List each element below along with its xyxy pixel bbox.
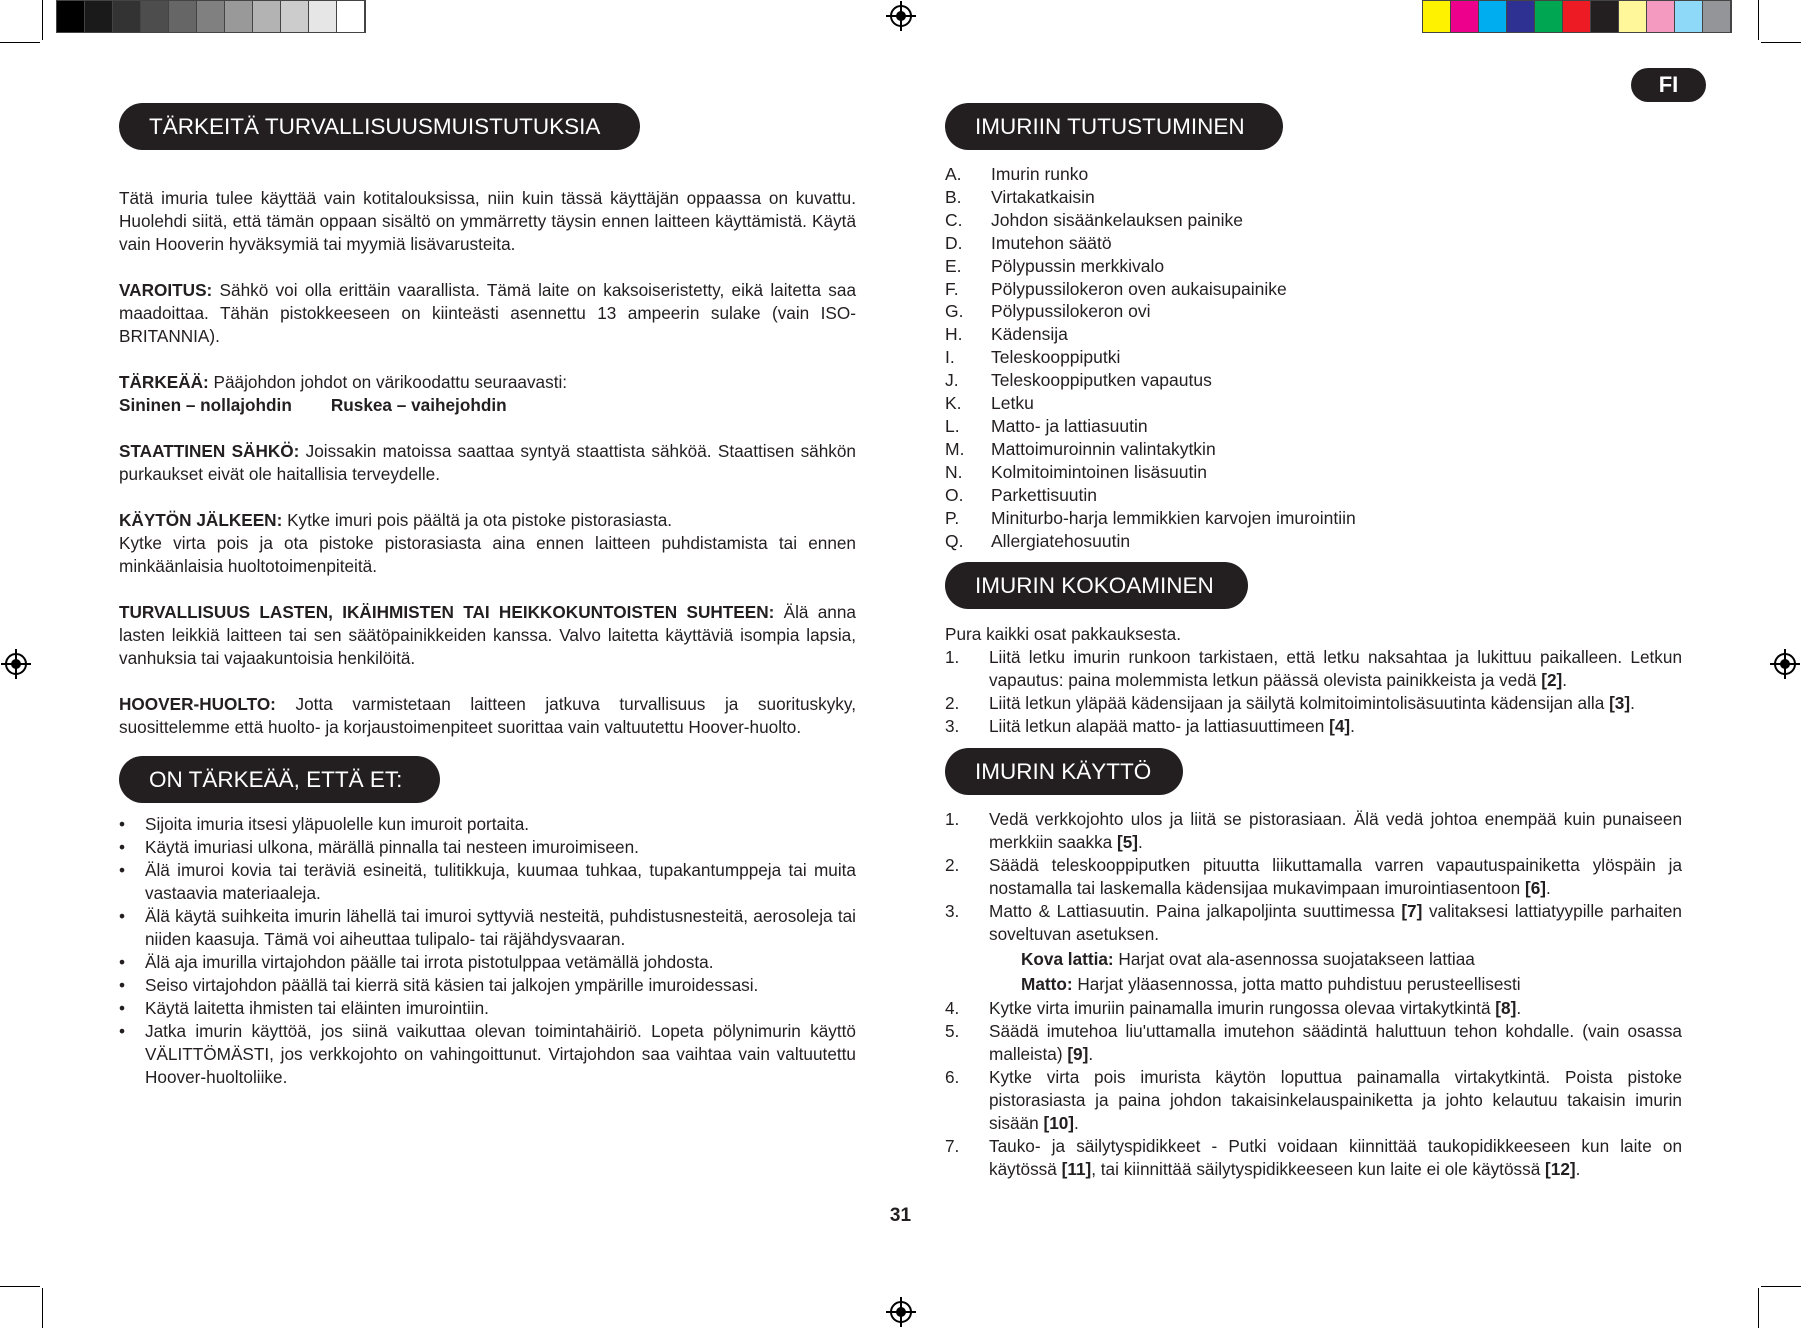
registration-mark-icon: [890, 5, 912, 27]
part-letter: N.: [945, 461, 963, 482]
color-swatch: [1675, 1, 1703, 32]
list-item: • Sijoita imuria itsesi yläpuolelle kun imuroit portaita.: [119, 813, 856, 836]
part-item: [945, 438, 1356, 461]
color-swatch: [309, 1, 337, 32]
usage-list: [945, 808, 1682, 945]
carpet-note: Matto: Harjat yläasennossa, jotta matto puhdistuu perusteellisesti: [1021, 974, 1521, 995]
part-item: [945, 232, 1356, 255]
color-swatch: [1619, 1, 1647, 32]
assembly-list: [945, 646, 1682, 738]
part-name: Teleskooppiputki: [991, 347, 1121, 368]
part-item: [945, 507, 1356, 530]
color-swatch: [85, 1, 113, 32]
part-item: [945, 163, 1356, 186]
step-item: [945, 715, 1682, 738]
step-number: 5.: [945, 1021, 960, 1042]
part-item: [945, 415, 1356, 438]
part-name: Parkettisuutin: [991, 484, 1098, 505]
color-swatch: [1479, 1, 1507, 32]
part-item: [945, 186, 1356, 209]
usage-step: 7. Tauko- ja säilytyspidikkeet - Putki voidaan kiinnittää taukopidikkeeseen kun laite on käytössä [11], tai kiinnittää säilytyspidikkeeseen kun laite ei ole käytössä [12].: [945, 1135, 1682, 1179]
step-text: Liitä letku imurin runkoon tarkistaen, että letku naksahtaa ja lukittuu paikalleen. Letkun vapautus: paina molemmista letkun päässä olevista painikkeista ja vedä [2].: [989, 646, 1682, 690]
step-number: 3.: [945, 900, 960, 921]
color-swatch: [281, 1, 309, 32]
crop-mark: [0, 1286, 40, 1287]
part-name: Letku: [991, 393, 1034, 414]
step-number: 2.: [945, 854, 960, 875]
static-paragraph: STAATTINEN SÄHKÖ: Joissakin matoissa saattaa syntyä staattista sähköä. Staattisen sähkön purkaukset eivät ole haitallisia terveydelle.: [119, 441, 856, 484]
step-number: 1.: [945, 809, 960, 829]
part-letter: A.: [945, 164, 962, 184]
do-not-heading: ON TÄRKEÄÄ, ETTÄ ET:: [119, 756, 440, 803]
part-letter: Q.: [945, 530, 964, 551]
safety-section: [119, 187, 856, 739]
step-text: Säädä imutehoa liu'uttamalla imutehon säädintä haluttuun tehon kohdalle. (vain osassa malleista) [9].: [989, 1021, 1682, 1065]
hard-floor-note: Kova lattia: Harjat ovat ala-asennossa suojatakseen lattiaa: [1021, 949, 1475, 970]
step-item: [945, 808, 1682, 854]
part-name: Johdon sisäänkelauksen painike: [991, 209, 1243, 230]
part-name: Imurin runko: [991, 164, 1089, 184]
step-item: [945, 1066, 1682, 1135]
registration-mark-icon: [890, 1301, 912, 1323]
step-number: 3.: [945, 715, 960, 736]
part-letter: L.: [945, 415, 960, 436]
language-badge: FI: [1631, 68, 1706, 102]
color-swatch: [1507, 1, 1535, 32]
list-item: • Käytä laitetta ihmisten tai eläinten imurointiin.: [119, 997, 856, 1020]
color-swatch: [1591, 1, 1619, 32]
wire-colors: Sininen – nollajohdin Ruskea – vaihejohdin: [119, 395, 507, 415]
part-item: [945, 346, 1356, 369]
after-use-paragraph: KÄYTÖN JÄLKEEN: Kytke imuri pois päältä ja ota pistoke pistorasiasta.: [119, 510, 673, 530]
page-number: 31: [889, 1205, 912, 1226]
part-item: [945, 300, 1356, 323]
registration-mark-icon: [5, 653, 27, 675]
color-swatch: [197, 1, 225, 32]
crop-mark: [42, 1288, 43, 1328]
service-paragraph: HOOVER-HUOLTO: Jotta varmistetaan laitteen jatkuva turvallisuus ja suorituskyky, suosittelemme että huolto- ja korjaustoimenpiteet suorittaa vain valtuutettu Hoover-huolto.: [119, 694, 856, 737]
part-name: Pölypussin merkkivalo: [991, 255, 1165, 276]
part-item: [945, 461, 1356, 484]
intro-paragraph: Tätä imuria tulee käyttää vain kotitalouksissa, niin kuin tässä käyttäjän oppaassa on kuvattu. Huolehdi siitä, että tämän oppaan sisältö on ymmärretty täysin ennen laitteen käyttämistä. Käytä vain Hooverin hyväksymiä tai myymiä lisävarusteita.: [119, 188, 856, 254]
usage-list-2: [945, 997, 1682, 1134]
assembly-intro: Pura kaikki osat pakkauksesta.: [945, 624, 1181, 644]
part-letter: P.: [945, 507, 960, 528]
part-item: [945, 278, 1356, 301]
part-letter: M.: [945, 438, 965, 459]
step-item: [945, 646, 1682, 692]
important-paragraph: TÄRKEÄÄ: Pääjohdon johdot on värikoodattu seuraavasti:: [119, 372, 568, 392]
color-swatch: [1647, 1, 1675, 32]
color-swatch: [1563, 1, 1591, 32]
crop-mark: [1761, 1286, 1801, 1287]
part-name: Allergiatehosuutin: [991, 530, 1131, 551]
do-not-list: [119, 813, 856, 1089]
list-item: • Älä käytä suihkeita imurin lähellä tai imuroi syttyviä nesteitä, puhdistusnesteitä, aerosoleja tai niiden kaasuja. Tämä voi aiheuttaa tulipalo- tai räjähdysvaaran.: [119, 905, 856, 951]
color-swatch: [225, 1, 253, 32]
part-item: [945, 484, 1356, 507]
part-item: [945, 392, 1356, 415]
part-name: Miniturbo-harja lemmikkien karvojen imurointiin: [991, 507, 1356, 528]
crop-mark: [42, 0, 43, 40]
color-swatch: [113, 1, 141, 32]
part-letter: I.: [945, 347, 955, 368]
crop-mark: [1761, 42, 1801, 43]
list-item: • Älä imuroi kovia tai teräviä esineitä, tulitikkuja, kuumaa tuhkaa, tupakantumppeja tai muita vastaavia materiaaleja.: [119, 859, 856, 905]
step-text: Vedä verkkojohto ulos ja liitä se pistorasiaan. Älä vedä johtoa enempää kuin punaiseen merkkiin saakka [5].: [989, 809, 1682, 852]
part-name: Teleskooppiputken vapautus: [991, 370, 1212, 391]
step-number: 4.: [945, 998, 960, 1019]
step-text: Liitä letkun yläpää kädensijaan ja säilytä kolmitoimintolisäsuutinta kädensijan alla [3].: [989, 692, 1635, 713]
step-text: Matto & Lattiasuutin. Paina jalkapoljinta suuttimessa [7] valitaksesi lattiatyypille parhaiten soveltuvan asetuksen.: [989, 900, 1682, 944]
step-number: 6.: [945, 1067, 960, 1088]
part-letter: J.: [945, 370, 959, 391]
part-letter: H.: [945, 324, 963, 345]
part-letter: G.: [945, 301, 964, 322]
part-name: Mattoimuroinnin valintakytkin: [991, 438, 1216, 459]
part-name: Kädensija: [991, 324, 1068, 345]
part-item: [945, 369, 1356, 392]
color-swatch: [169, 1, 197, 32]
part-letter: K.: [945, 393, 962, 414]
safety-heading: TÄRKEITÄ TURVALLISUUSMUISTUTUKSIA: [119, 103, 640, 150]
assembly-section: [945, 623, 1682, 738]
step-number: 1.: [945, 646, 960, 667]
color-swatch: [1535, 1, 1563, 32]
list-item: • Käytä imuriasi ulkona, märällä pinnalla tai nesteen imuroimiseen.: [119, 836, 856, 859]
part-name: Pölypussilokeron oven aukaisupainike: [991, 278, 1287, 299]
part-name: Virtakatkaisin: [991, 186, 1095, 207]
part-name: Matto- ja lattiasuutin: [991, 415, 1148, 436]
part-item: [945, 323, 1356, 346]
grayscale-color-bar: [56, 0, 366, 33]
color-swatch: [1451, 1, 1479, 32]
registration-mark-icon: [1774, 653, 1796, 675]
usage-section: [945, 808, 1682, 1181]
step-text: Kytke virta imuriin painamalla imurin rungossa olevaa virtakytkintä [8].: [989, 998, 1522, 1019]
part-name: Kolmitoimintoinen lisäsuutin: [991, 461, 1207, 482]
parts-heading: IMURIIN TUTUSTUMINEN: [945, 103, 1283, 150]
step-item: [945, 1020, 1682, 1066]
step-item: [945, 900, 1682, 946]
color-swatch: [337, 1, 365, 32]
list-item: • Älä aja imurilla virtajohdon päälle tai irrota pistotulppaa vetämällä johdosta.: [119, 951, 856, 974]
list-item: • Jatka imurin käyttöä, jos siinä vaikuttaa olevan toimintahäiriö. Lopeta pölynimurin käyttö VÄLITTÖMÄSTI, jos verkkojohto on vahingoittunut. Virtajohdon saa vaihtaa vain valtuutettu Hoover-huoltoliike.: [119, 1020, 856, 1089]
warning-paragraph: VAROITUS: Sähkö voi olla erittäin vaarallista. Tämä laite on kaksoiseristetty, eikä laitetta saa maadoittaa. Tähän pistokkeeseen on kiinteästi asennettu 13 ampeerin sulake (vain ISO-BRITANNIA).: [119, 280, 856, 346]
step-item: [945, 692, 1682, 715]
color-swatch: [141, 1, 169, 32]
list-item: • Seiso virtajohdon päällä tai kierrä sitä käsien tai jalkojen ympärille imuroidessasi.: [119, 974, 856, 997]
part-letter: D.: [945, 232, 963, 253]
color-swatch: [1423, 1, 1451, 32]
children-paragraph: TURVALLISUUS LASTEN, IKÄIHMISTEN TAI HEIKKOKUNTOISTEN SUHTEEN: Älä anna lasten leikkiä laitteen tai sen säätöpainikkeiden kanssa. Valvo laitetta käyttäviä isompia lapsia, vanhuksia tai vajaakuntoisia henkilöitä.: [119, 602, 856, 668]
crop-mark: [1758, 1288, 1759, 1328]
step-text: Liitä letkun alapää matto- ja lattiasuuttimeen [4].: [989, 715, 1355, 736]
color-swatch: [253, 1, 281, 32]
step-item: [945, 854, 1682, 900]
part-letter: E.: [945, 255, 962, 276]
after-use-paragraph-2: Kytke virta pois ja ota pistoke pistorasiasta aina ennen laitteen puhdistamista tai ennen minkäänlaisia huoltotoimenpiteitä.: [119, 533, 856, 576]
do-not-section: [119, 813, 856, 1089]
part-item: [945, 209, 1356, 232]
part-letter: F.: [945, 278, 959, 299]
part-letter: C.: [945, 209, 963, 230]
step-item: [945, 997, 1682, 1020]
part-item: [945, 255, 1356, 278]
part-letter: B.: [945, 186, 962, 207]
crop-mark: [1758, 0, 1759, 40]
color-swatch: [1703, 1, 1731, 32]
part-item: [945, 530, 1356, 553]
usage-heading: IMURIN KÄYTTÖ: [945, 748, 1183, 795]
part-name: Imutehon säätö: [991, 232, 1112, 253]
part-letter: O.: [945, 484, 964, 505]
step-text: Säädä teleskooppiputken pituutta liikuttamalla varren vapautuspainiketta ylöspäin ja nostamalla tai laskemalla kädensijaa mukavimpaan imurointiasentoon [6].: [989, 854, 1682, 898]
parts-list: [945, 163, 1356, 552]
step-text: Kytke virta pois imurista käytön loputtua painamalla virtakytkintä. Poista pistoke pistorasiasta ja paina johdon takaisinkelauspainiketta ja johto kelautuu takaisin imurin sisään [10].: [989, 1067, 1682, 1133]
assembly-heading: IMURIN KOKOAMINEN: [945, 562, 1248, 609]
color-swatch: [57, 1, 85, 32]
step-number: 2.: [945, 692, 960, 713]
cmyk-color-bar: [1422, 0, 1732, 33]
part-name: Pölypussilokeron ovi: [991, 301, 1151, 322]
crop-mark: [0, 42, 40, 43]
